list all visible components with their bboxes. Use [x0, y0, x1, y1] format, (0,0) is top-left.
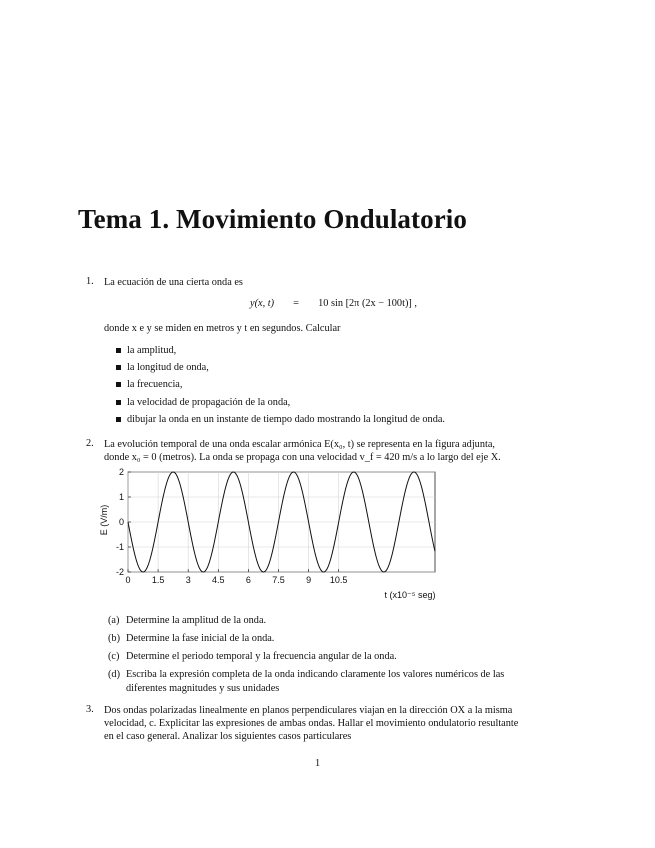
- subquestion-d-continuation: diferentes magnitudes y sus unidades: [126, 683, 280, 694]
- x-tick-label: 7.5: [272, 575, 285, 585]
- x-tick-label: 9: [306, 575, 312, 585]
- problem-2-number: 2.: [86, 438, 94, 449]
- document-page: Tema 1. Movimiento Ondulatorio 1. La ecuación de una cierta onda es y(x, t) = 10 sin [2π (2x − 100t)] , donde x e y se miden en metros y t en segundos. Calcular la amplitud, la longitud de onda, la frecuencia, la velocidad de propagación de la onda, dibujar la onda en un instante de tiempo dado mostrando la longitud de onda. 2. La evolución temporal de una onda escalar armónica E(x₀, t) se representa en la figura adjunta, donde x₀ = 0 (metros). La onda se propaga con una velocidad v_f = 420 m/s a lo largo del eje X. 0 1.5 3 4.5 6 7.5 9 10.5 2 1 0 -1 -2 E (V/m) t (x10⁻⁵ seg) (a) Determine la amplitud de la onda. (b) Determine la fase inicial de la onda. (c) Determine el periodo temporal y la frecuencia angular de la onda. (d) Escriba la expresión completa de la onda indicando claramente los valores numéricos de las diferentes magnitudes y sus unidades 3. Dos ondas polarizadas linealmente en planos perpendiculares viajan en la dirección OX a la misma velocidad, c. Explicitar las expresiones de ambas ondas. Hallar el movimiento ondulatorio resultante en el caso general. Analizar los siguientes casos particulares 1: [78, 204, 519, 769]
- subquestion-d: (d) Escriba la expresión completa de la onda indicando claramente los valores numéricos de las: [108, 669, 505, 680]
- bullet-square-icon: [116, 382, 121, 387]
- bullet-square-icon: [116, 417, 121, 422]
- y-tick-label: -1: [115, 542, 124, 552]
- problem-1-after: donde x e y se miden en metros y t en segundos. Calcular: [104, 323, 341, 334]
- y-tick-label: 2: [118, 467, 124, 477]
- y-tick-label: -2: [115, 567, 124, 577]
- wave-chart: [94, 462, 444, 604]
- problem-2-line1: La evolución temporal de una onda escalar armónica E(x₀, t) se representa en la figura adjunta,: [104, 439, 495, 450]
- bullet-square-icon: [116, 365, 121, 370]
- y-tick-label: 0: [118, 517, 124, 527]
- x-tick-label: 4.5: [212, 575, 225, 585]
- x-tick-label: 1.5: [151, 575, 165, 585]
- subquestion-c: (c) Determine el periodo temporal y la frecuencia angular de la onda.: [108, 651, 397, 662]
- equation-lhs: y(x, t): [250, 298, 275, 309]
- problem-3-line2: velocidad, c. Explicitar las expresiones de ambas ondas. Hallar el movimiento ondulatorio resultante: [104, 718, 519, 729]
- problem-3-line3: en el caso general. Analizar los siguientes casos particulares: [104, 731, 352, 742]
- bullet-square-icon: [116, 400, 121, 405]
- page-number: 1: [315, 758, 321, 769]
- problem-1-equation: [250, 298, 417, 309]
- problem-2-line2: donde x₀ = 0 (metros). La onda se propaga con una velocidad v_f = 420 m/s a lo largo del eje X.: [104, 452, 501, 463]
- page-title: Tema 1. Movimiento Ondulatorio: [78, 204, 468, 234]
- y-axis-label: E (V/m): [99, 504, 109, 536]
- x-tick-label: 0: [125, 575, 131, 585]
- equation-equals: =: [293, 298, 299, 309]
- problem-3-number: 3.: [86, 704, 94, 715]
- problem-1-number: 1.: [86, 276, 94, 287]
- subquestion-b: (b) Determine la fase inicial de la onda.: [108, 633, 275, 644]
- equation-rhs: 10 sin [2π (2x − 100t)] ,: [318, 298, 417, 309]
- bullet-square-icon: [116, 348, 121, 353]
- x-tick-label: 6: [245, 575, 251, 585]
- problem-1-intro: La ecuación de una cierta onda es: [104, 277, 243, 288]
- subquestion-a: (a) Determine la amplitud de la onda.: [108, 615, 267, 626]
- x-tick-label: 3: [185, 575, 191, 585]
- x-tick-label: 10.5: [329, 575, 348, 585]
- y-tick-label: 1: [118, 492, 124, 502]
- x-axis-label: t (x10⁻⁵ seg): [384, 590, 436, 600]
- problem-3-line1: Dos ondas polarizadas linealmente en planos perpendiculares viajan en la dirección OX a la misma: [104, 705, 513, 716]
- problem-2-subquestions: [108, 614, 504, 700]
